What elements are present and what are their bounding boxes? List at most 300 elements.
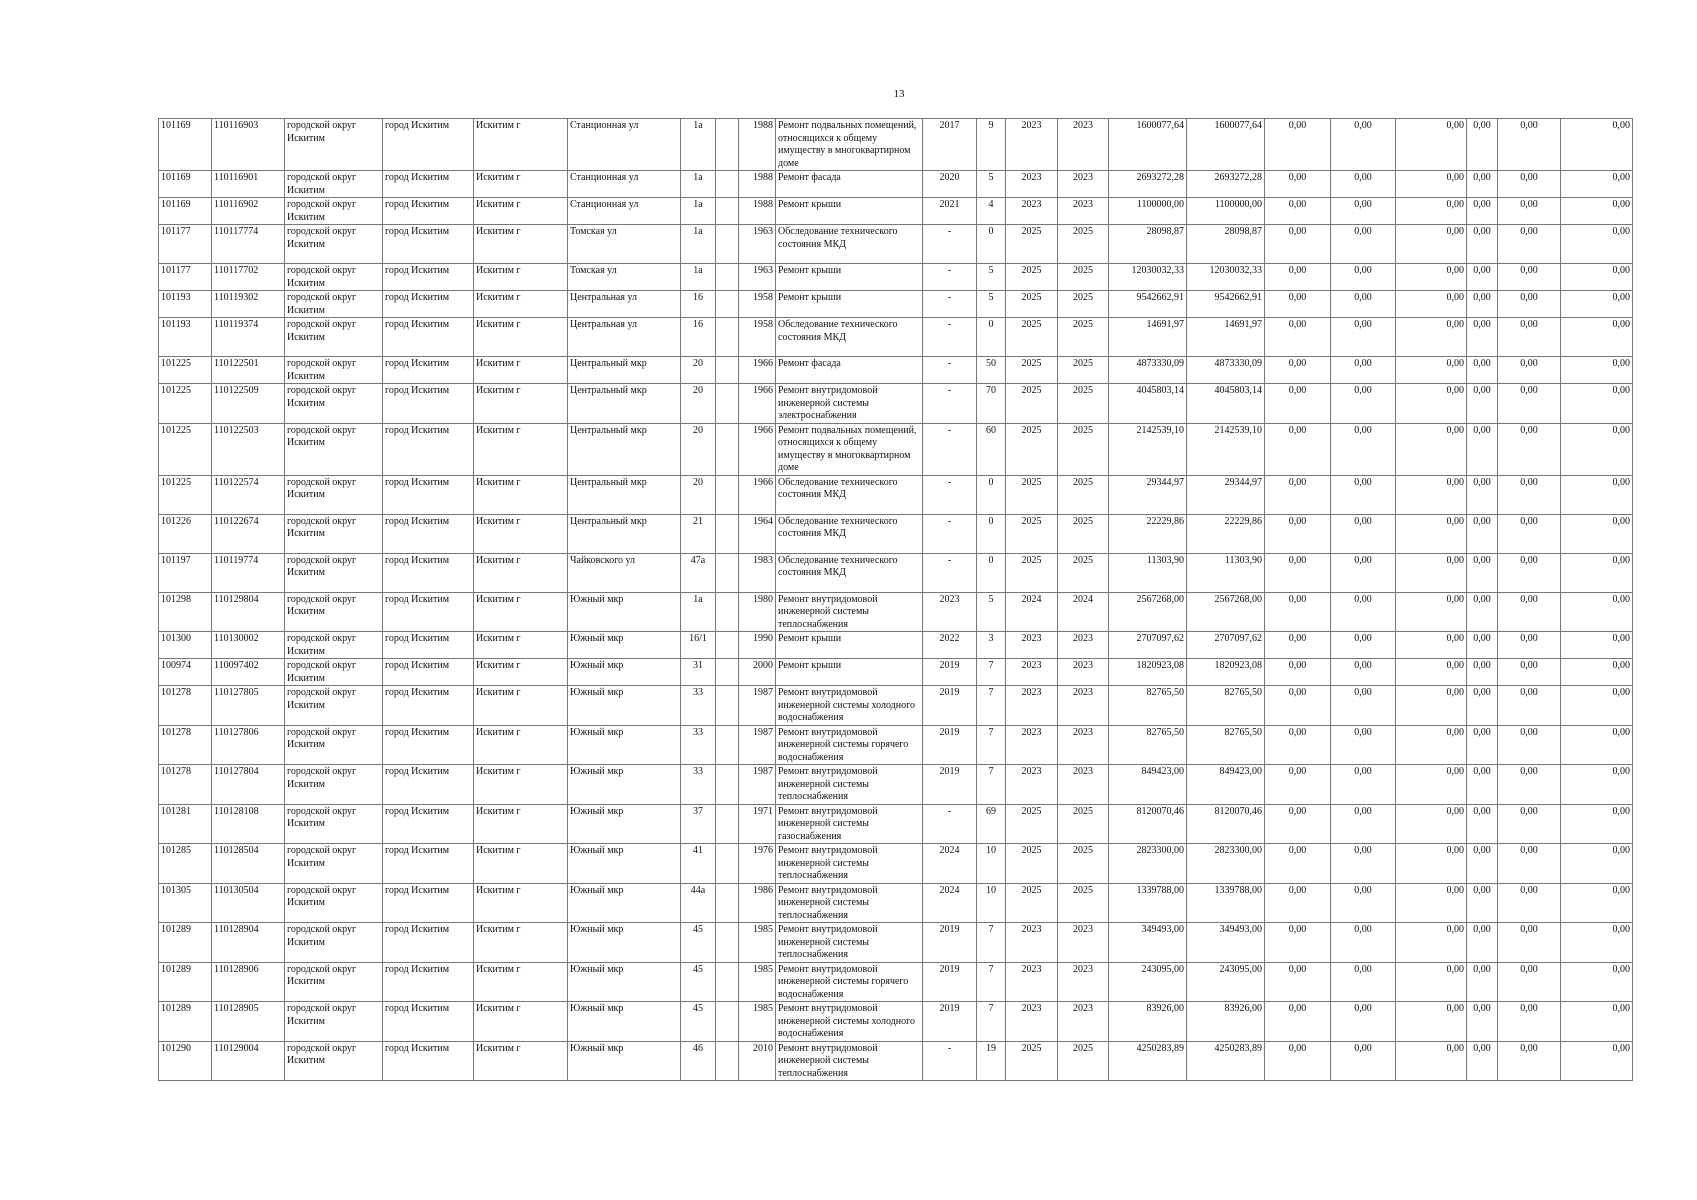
- cell-total-cost: 14691,97: [1109, 318, 1187, 357]
- cell-fund-cost: 4045803,14: [1187, 384, 1265, 424]
- table-row: [159, 264, 1633, 291]
- cell-street: Южный мкр: [568, 592, 681, 632]
- cell-settlement: город Искитим: [383, 475, 474, 514]
- cell-extra-2: 0,00: [1498, 1041, 1561, 1081]
- cell-build-year: 1971: [739, 804, 776, 844]
- cell-subsidy-regional: 0,00: [1331, 171, 1396, 198]
- cell-subsidy-local: 0,00: [1396, 198, 1467, 225]
- cell-extra-1: 0,00: [1467, 804, 1498, 844]
- cell-building: [716, 171, 739, 198]
- cell-street: Южный мкр: [568, 883, 681, 923]
- cell-owner-funds: 0,00: [1561, 225, 1633, 264]
- cell-locality: Искитим г: [474, 592, 568, 632]
- cell-total-cost: 349493,00: [1109, 923, 1187, 963]
- cell-house-number: 33: [681, 725, 716, 765]
- cell-last-repair-year: -: [923, 291, 977, 318]
- cell-municipality: городской округ Искитим: [285, 171, 383, 198]
- cell-building: [716, 592, 739, 632]
- cell-subsidy-federal: 0,00: [1265, 198, 1331, 225]
- cell-subsidy-local: 0,00: [1396, 318, 1467, 357]
- cell-house-number: 1а: [681, 119, 716, 171]
- cell-build-year: 1987: [739, 686, 776, 726]
- cell-total-cost: 11303,90: [1109, 553, 1187, 592]
- cell-subsidy-local: 0,00: [1396, 384, 1467, 424]
- cell-plan-end-year: 2024: [1058, 592, 1109, 632]
- table-row: [159, 686, 1633, 726]
- cell-extra-2: 0,00: [1498, 804, 1561, 844]
- cell-extra-2: 0,00: [1498, 923, 1561, 963]
- cell-house-number: 20: [681, 423, 716, 475]
- cell-subsidy-regional: 0,00: [1331, 384, 1396, 424]
- cell-building: [716, 1041, 739, 1081]
- cell-house-id: 101193: [159, 318, 212, 357]
- cell-build-year: 1958: [739, 318, 776, 357]
- cell-wear-percent: 7: [977, 765, 1006, 805]
- cell-wear-percent: 7: [977, 725, 1006, 765]
- cell-work-id: 110130504: [212, 883, 285, 923]
- cell-fund-cost: 4873330,09: [1187, 357, 1265, 384]
- cell-house-number: 47а: [681, 553, 716, 592]
- cell-fund-cost: 9542662,91: [1187, 291, 1265, 318]
- cell-owner-funds: 0,00: [1561, 198, 1633, 225]
- cell-extra-2: 0,00: [1498, 686, 1561, 726]
- cell-municipality: городской округ Искитим: [285, 725, 383, 765]
- cell-work-id: 110097402: [212, 659, 285, 686]
- cell-subsidy-local: 0,00: [1396, 962, 1467, 1002]
- cell-subsidy-federal: 0,00: [1265, 171, 1331, 198]
- cell-plan-start-year: 2025: [1006, 844, 1058, 884]
- cell-plan-end-year: 2023: [1058, 923, 1109, 963]
- cell-extra-2: 0,00: [1498, 592, 1561, 632]
- table-row: [159, 198, 1633, 225]
- cell-subsidy-local: 0,00: [1396, 475, 1467, 514]
- cell-work-type: Ремонт внутридомовой инженерной системы теплоснабжения: [776, 1041, 923, 1081]
- table-row: [159, 291, 1633, 318]
- cell-house-number: 41: [681, 844, 716, 884]
- cell-extra-1: 0,00: [1467, 725, 1498, 765]
- cell-work-id: 110127805: [212, 686, 285, 726]
- cell-build-year: 1985: [739, 1002, 776, 1042]
- cell-house-id: 101278: [159, 765, 212, 805]
- cell-locality: Искитим г: [474, 632, 568, 659]
- cell-extra-2: 0,00: [1498, 659, 1561, 686]
- cell-work-type: Обследование технического состояния МКД: [776, 475, 923, 514]
- table-row: [159, 632, 1633, 659]
- cell-fund-cost: 22229,86: [1187, 514, 1265, 553]
- cell-build-year: 1983: [739, 553, 776, 592]
- cell-total-cost: 28098,87: [1109, 225, 1187, 264]
- cell-wear-percent: 7: [977, 686, 1006, 726]
- cell-subsidy-federal: 0,00: [1265, 318, 1331, 357]
- cell-wear-percent: 0: [977, 225, 1006, 264]
- cell-work-id: 110128108: [212, 804, 285, 844]
- cell-subsidy-regional: 0,00: [1331, 318, 1396, 357]
- cell-plan-start-year: 2023: [1006, 962, 1058, 1002]
- cell-wear-percent: 69: [977, 804, 1006, 844]
- cell-plan-start-year: 2023: [1006, 198, 1058, 225]
- cell-plan-start-year: 2025: [1006, 384, 1058, 424]
- cell-owner-funds: 0,00: [1561, 384, 1633, 424]
- cell-extra-1: 0,00: [1467, 765, 1498, 805]
- cell-subsidy-regional: 0,00: [1331, 423, 1396, 475]
- cell-plan-end-year: 2025: [1058, 357, 1109, 384]
- cell-subsidy-federal: 0,00: [1265, 883, 1331, 923]
- cell-plan-start-year: 2023: [1006, 765, 1058, 805]
- cell-plan-end-year: 2025: [1058, 1041, 1109, 1081]
- cell-municipality: городской округ Искитим: [285, 844, 383, 884]
- cell-locality: Искитим г: [474, 264, 568, 291]
- cell-municipality: городской округ Искитим: [285, 1041, 383, 1081]
- cell-work-id: 110117702: [212, 264, 285, 291]
- cell-municipality: городской округ Искитим: [285, 632, 383, 659]
- cell-build-year: 1987: [739, 725, 776, 765]
- cell-build-year: 1966: [739, 423, 776, 475]
- cell-total-cost: 1820923,08: [1109, 659, 1187, 686]
- cell-subsidy-regional: 0,00: [1331, 659, 1396, 686]
- cell-locality: Искитим г: [474, 475, 568, 514]
- cell-work-id: 110122574: [212, 475, 285, 514]
- cell-locality: Искитим г: [474, 923, 568, 963]
- cell-work-id: 110128905: [212, 1002, 285, 1042]
- cell-settlement: город Искитим: [383, 883, 474, 923]
- cell-total-cost: 1339788,00: [1109, 883, 1187, 923]
- cell-work-type: Ремонт внутридомовой инженерной системы холодного водоснабжения: [776, 1002, 923, 1042]
- cell-plan-start-year: 2025: [1006, 423, 1058, 475]
- cell-work-id: 110116902: [212, 198, 285, 225]
- cell-plan-end-year: 2025: [1058, 291, 1109, 318]
- cell-municipality: городской округ Искитим: [285, 962, 383, 1002]
- cell-locality: Искитим г: [474, 962, 568, 1002]
- cell-owner-funds: 0,00: [1561, 119, 1633, 171]
- cell-extra-1: 0,00: [1467, 318, 1498, 357]
- cell-settlement: город Искитим: [383, 423, 474, 475]
- cell-building: [716, 632, 739, 659]
- cell-subsidy-federal: 0,00: [1265, 659, 1331, 686]
- cell-street: Центральная ул: [568, 318, 681, 357]
- cell-work-type: Ремонт внутридомовой инженерной системы горячего водоснабжения: [776, 962, 923, 1002]
- cell-municipality: городской округ Искитим: [285, 1002, 383, 1042]
- cell-last-repair-year: 2019: [923, 686, 977, 726]
- cell-total-cost: 2142539,10: [1109, 423, 1187, 475]
- cell-house-id: 101225: [159, 423, 212, 475]
- cell-plan-start-year: 2023: [1006, 1002, 1058, 1042]
- cell-street: Центральный мкр: [568, 423, 681, 475]
- cell-work-type: Ремонт внутридомовой инженерной системы теплоснабжения: [776, 844, 923, 884]
- cell-extra-2: 0,00: [1498, 553, 1561, 592]
- table-row: [159, 318, 1633, 357]
- cell-total-cost: 243095,00: [1109, 962, 1187, 1002]
- cell-work-id: 110128904: [212, 923, 285, 963]
- cell-work-id: 110122501: [212, 357, 285, 384]
- cell-building: [716, 962, 739, 1002]
- cell-subsidy-federal: 0,00: [1265, 475, 1331, 514]
- cell-settlement: город Искитим: [383, 264, 474, 291]
- cell-subsidy-federal: 0,00: [1265, 119, 1331, 171]
- cell-house-id: 101169: [159, 198, 212, 225]
- cell-last-repair-year: -: [923, 475, 977, 514]
- cell-plan-end-year: 2025: [1058, 318, 1109, 357]
- cell-work-type: Ремонт крыши: [776, 291, 923, 318]
- cell-municipality: городской округ Искитим: [285, 883, 383, 923]
- table-row: [159, 119, 1633, 171]
- cell-work-id: 110127804: [212, 765, 285, 805]
- cell-street: Южный мкр: [568, 1041, 681, 1081]
- cell-plan-end-year: 2025: [1058, 883, 1109, 923]
- cell-house-id: 101225: [159, 475, 212, 514]
- cell-total-cost: 82765,50: [1109, 725, 1187, 765]
- cell-house-id: 100974: [159, 659, 212, 686]
- cell-building: [716, 514, 739, 553]
- cell-house-number: 33: [681, 686, 716, 726]
- cell-fund-cost: 83926,00: [1187, 1002, 1265, 1042]
- cell-build-year: 1966: [739, 475, 776, 514]
- cell-wear-percent: 0: [977, 475, 1006, 514]
- cell-plan-start-year: 2025: [1006, 883, 1058, 923]
- table-row: [159, 514, 1633, 553]
- cell-extra-1: 0,00: [1467, 883, 1498, 923]
- cell-subsidy-local: 0,00: [1396, 765, 1467, 805]
- cell-subsidy-local: 0,00: [1396, 225, 1467, 264]
- cell-extra-2: 0,00: [1498, 1002, 1561, 1042]
- cell-extra-2: 0,00: [1498, 883, 1561, 923]
- cell-last-repair-year: 2019: [923, 659, 977, 686]
- cell-subsidy-local: 0,00: [1396, 514, 1467, 553]
- cell-subsidy-local: 0,00: [1396, 659, 1467, 686]
- cell-subsidy-federal: 0,00: [1265, 686, 1331, 726]
- cell-fund-cost: 2693272,28: [1187, 171, 1265, 198]
- cell-settlement: город Искитим: [383, 514, 474, 553]
- repair-program-table: [158, 118, 1633, 1081]
- cell-wear-percent: 19: [977, 1041, 1006, 1081]
- cell-house-number: 20: [681, 357, 716, 384]
- cell-build-year: 1966: [739, 384, 776, 424]
- cell-work-type: Ремонт внутридомовой инженерной системы электроснабжения: [776, 384, 923, 424]
- cell-locality: Искитим г: [474, 291, 568, 318]
- cell-work-id: 110117774: [212, 225, 285, 264]
- cell-subsidy-local: 0,00: [1396, 1041, 1467, 1081]
- cell-house-number: 44а: [681, 883, 716, 923]
- cell-settlement: город Искитим: [383, 592, 474, 632]
- cell-extra-2: 0,00: [1498, 264, 1561, 291]
- table-row: [159, 804, 1633, 844]
- cell-settlement: город Искитим: [383, 1002, 474, 1042]
- cell-locality: Искитим г: [474, 765, 568, 805]
- cell-build-year: 2010: [739, 1041, 776, 1081]
- cell-extra-1: 0,00: [1467, 198, 1498, 225]
- cell-building: [716, 357, 739, 384]
- cell-settlement: город Искитим: [383, 686, 474, 726]
- cell-locality: Искитим г: [474, 659, 568, 686]
- table-row: [159, 1041, 1633, 1081]
- cell-house-id: 101305: [159, 883, 212, 923]
- cell-fund-cost: 1820923,08: [1187, 659, 1265, 686]
- cell-subsidy-local: 0,00: [1396, 423, 1467, 475]
- cell-locality: Искитим г: [474, 553, 568, 592]
- cell-subsidy-local: 0,00: [1396, 883, 1467, 923]
- cell-work-type: Ремонт крыши: [776, 198, 923, 225]
- table-row: [159, 423, 1633, 475]
- cell-extra-1: 0,00: [1467, 1041, 1498, 1081]
- cell-extra-1: 0,00: [1467, 291, 1498, 318]
- cell-work-id: 110128504: [212, 844, 285, 884]
- cell-locality: Искитим г: [474, 844, 568, 884]
- cell-plan-start-year: 2023: [1006, 171, 1058, 198]
- cell-subsidy-regional: 0,00: [1331, 804, 1396, 844]
- cell-wear-percent: 4: [977, 198, 1006, 225]
- cell-build-year: 1964: [739, 514, 776, 553]
- cell-house-id: 101289: [159, 1002, 212, 1042]
- cell-locality: Искитим г: [474, 1002, 568, 1042]
- cell-plan-end-year: 2023: [1058, 1002, 1109, 1042]
- cell-wear-percent: 0: [977, 318, 1006, 357]
- cell-subsidy-regional: 0,00: [1331, 264, 1396, 291]
- cell-wear-percent: 3: [977, 632, 1006, 659]
- table-row: [159, 384, 1633, 424]
- cell-municipality: городской округ Искитим: [285, 553, 383, 592]
- cell-street: Станционная ул: [568, 119, 681, 171]
- cell-build-year: 1963: [739, 264, 776, 291]
- cell-last-repair-year: 2019: [923, 1002, 977, 1042]
- table-row: [159, 765, 1633, 805]
- cell-extra-2: 0,00: [1498, 725, 1561, 765]
- cell-owner-funds: 0,00: [1561, 1041, 1633, 1081]
- cell-building: [716, 198, 739, 225]
- cell-fund-cost: 8120070,46: [1187, 804, 1265, 844]
- cell-subsidy-federal: 0,00: [1265, 553, 1331, 592]
- cell-fund-cost: 2823300,00: [1187, 844, 1265, 884]
- cell-wear-percent: 5: [977, 171, 1006, 198]
- cell-street: Центральный мкр: [568, 475, 681, 514]
- cell-last-repair-year: 2019: [923, 725, 977, 765]
- cell-building: [716, 725, 739, 765]
- cell-wear-percent: 9: [977, 119, 1006, 171]
- cell-street: Южный мкр: [568, 804, 681, 844]
- cell-settlement: город Искитим: [383, 765, 474, 805]
- cell-last-repair-year: 2019: [923, 923, 977, 963]
- cell-fund-cost: 11303,90: [1187, 553, 1265, 592]
- cell-municipality: городской округ Искитим: [285, 923, 383, 963]
- cell-house-id: 101177: [159, 225, 212, 264]
- cell-total-cost: 4250283,89: [1109, 1041, 1187, 1081]
- cell-street: Южный мкр: [568, 659, 681, 686]
- cell-house-id: 101278: [159, 725, 212, 765]
- cell-work-id: 110129004: [212, 1041, 285, 1081]
- cell-subsidy-federal: 0,00: [1265, 923, 1331, 963]
- cell-extra-2: 0,00: [1498, 291, 1561, 318]
- cell-owner-funds: 0,00: [1561, 844, 1633, 884]
- cell-plan-start-year: 2024: [1006, 592, 1058, 632]
- cell-work-type: Ремонт подвальных помещений, относящихся к общему имуществу в многоквартирном доме: [776, 119, 923, 171]
- cell-municipality: городской округ Искитим: [285, 804, 383, 844]
- cell-plan-start-year: 2023: [1006, 686, 1058, 726]
- cell-street: Станционная ул: [568, 198, 681, 225]
- cell-building: [716, 765, 739, 805]
- cell-plan-end-year: 2023: [1058, 198, 1109, 225]
- cell-extra-1: 0,00: [1467, 686, 1498, 726]
- cell-building: [716, 475, 739, 514]
- cell-house-number: 1а: [681, 264, 716, 291]
- cell-municipality: городской округ Искитим: [285, 119, 383, 171]
- cell-municipality: городской округ Искитим: [285, 225, 383, 264]
- cell-building: [716, 923, 739, 963]
- cell-house-id: 101278: [159, 686, 212, 726]
- cell-last-repair-year: -: [923, 553, 977, 592]
- cell-house-id: 101289: [159, 962, 212, 1002]
- cell-owner-funds: 0,00: [1561, 553, 1633, 592]
- cell-extra-2: 0,00: [1498, 198, 1561, 225]
- cell-total-cost: 2693272,28: [1109, 171, 1187, 198]
- cell-subsidy-local: 0,00: [1396, 291, 1467, 318]
- cell-plan-end-year: 2023: [1058, 119, 1109, 171]
- cell-settlement: город Искитим: [383, 225, 474, 264]
- cell-plan-start-year: 2023: [1006, 119, 1058, 171]
- table-row: [159, 1002, 1633, 1042]
- cell-work-id: 110128906: [212, 962, 285, 1002]
- cell-subsidy-federal: 0,00: [1265, 384, 1331, 424]
- cell-last-repair-year: 2019: [923, 962, 977, 1002]
- cell-plan-end-year: 2025: [1058, 384, 1109, 424]
- cell-owner-funds: 0,00: [1561, 291, 1633, 318]
- cell-subsidy-local: 0,00: [1396, 553, 1467, 592]
- cell-house-id: 101225: [159, 384, 212, 424]
- cell-municipality: городской округ Искитим: [285, 765, 383, 805]
- cell-street: Чайковского ул: [568, 553, 681, 592]
- cell-total-cost: 849423,00: [1109, 765, 1187, 805]
- cell-last-repair-year: -: [923, 384, 977, 424]
- cell-municipality: городской округ Искитим: [285, 592, 383, 632]
- cell-build-year: 1966: [739, 357, 776, 384]
- cell-locality: Искитим г: [474, 357, 568, 384]
- cell-subsidy-federal: 0,00: [1265, 357, 1331, 384]
- cell-work-id: 110116903: [212, 119, 285, 171]
- cell-locality: Искитим г: [474, 225, 568, 264]
- cell-work-type: Ремонт подвальных помещений, относящихся к общему имуществу в многоквартирном доме: [776, 423, 923, 475]
- cell-extra-2: 0,00: [1498, 844, 1561, 884]
- cell-extra-2: 0,00: [1498, 119, 1561, 171]
- cell-street: Южный мкр: [568, 923, 681, 963]
- cell-house-id: 101197: [159, 553, 212, 592]
- cell-house-number: 1а: [681, 171, 716, 198]
- cell-fund-cost: 849423,00: [1187, 765, 1265, 805]
- cell-owner-funds: 0,00: [1561, 357, 1633, 384]
- cell-wear-percent: 60: [977, 423, 1006, 475]
- table-row: [159, 475, 1633, 514]
- cell-subsidy-local: 0,00: [1396, 592, 1467, 632]
- cell-build-year: 1963: [739, 225, 776, 264]
- cell-subsidy-regional: 0,00: [1331, 686, 1396, 726]
- cell-total-cost: 9542662,91: [1109, 291, 1187, 318]
- cell-last-repair-year: -: [923, 357, 977, 384]
- cell-subsidy-federal: 0,00: [1265, 844, 1331, 884]
- cell-building: [716, 264, 739, 291]
- cell-last-repair-year: -: [923, 225, 977, 264]
- cell-plan-start-year: 2023: [1006, 632, 1058, 659]
- cell-subsidy-regional: 0,00: [1331, 1041, 1396, 1081]
- cell-street: Центральный мкр: [568, 357, 681, 384]
- cell-extra-1: 0,00: [1467, 423, 1498, 475]
- cell-subsidy-local: 0,00: [1396, 1002, 1467, 1042]
- cell-extra-2: 0,00: [1498, 225, 1561, 264]
- cell-settlement: город Искитим: [383, 291, 474, 318]
- cell-extra-1: 0,00: [1467, 592, 1498, 632]
- cell-house-id: 101193: [159, 291, 212, 318]
- cell-plan-end-year: 2023: [1058, 765, 1109, 805]
- cell-locality: Искитим г: [474, 514, 568, 553]
- cell-wear-percent: 7: [977, 659, 1006, 686]
- table-row: [159, 592, 1633, 632]
- cell-extra-2: 0,00: [1498, 357, 1561, 384]
- cell-subsidy-federal: 0,00: [1265, 291, 1331, 318]
